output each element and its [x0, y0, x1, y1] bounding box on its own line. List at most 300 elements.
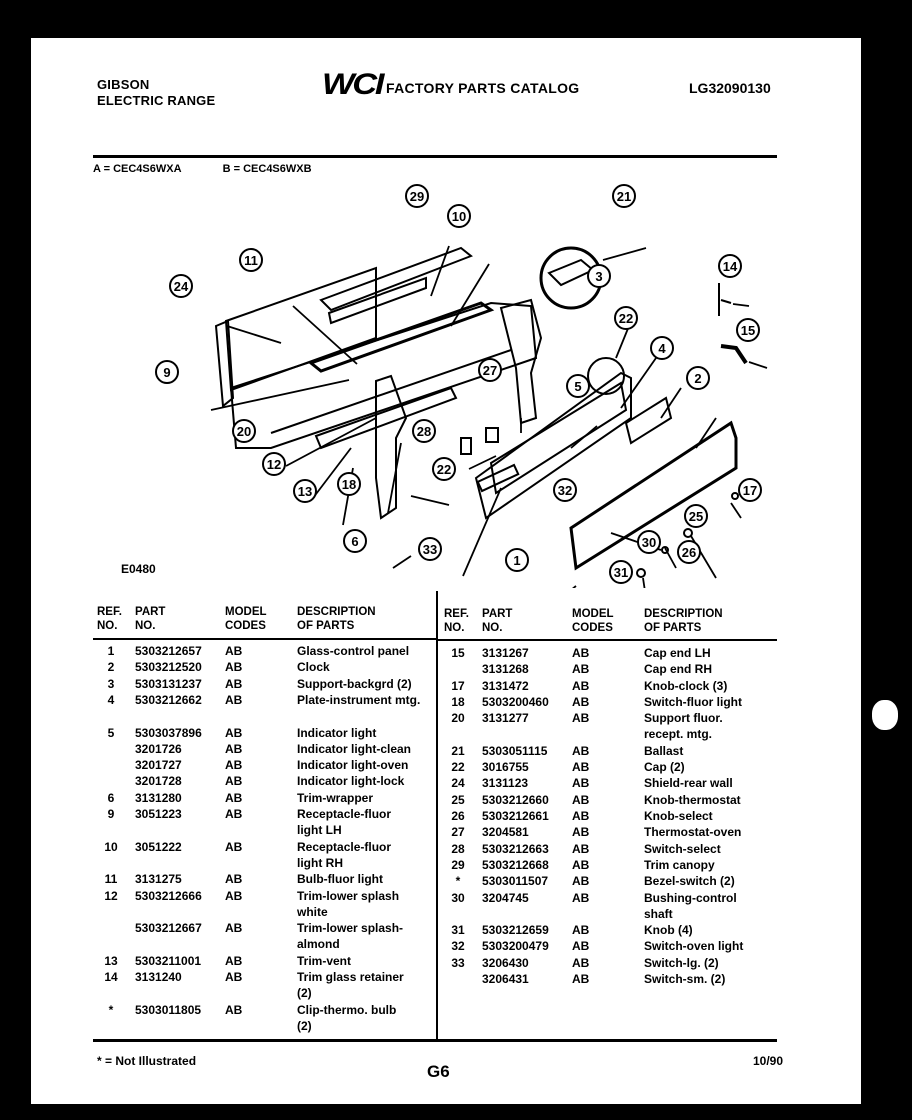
table-header-left	[97, 605, 376, 633]
model-code-cell	[225, 741, 297, 757]
model-code-cell-text: AB	[572, 939, 590, 954]
ref-cell	[93, 692, 129, 708]
model-code-cell-text: AB	[572, 874, 590, 889]
table-row	[440, 841, 794, 857]
callout-27: 27	[478, 358, 502, 382]
model-code-cell-text: AB	[572, 760, 590, 775]
model-code-cell-text: AB	[572, 711, 590, 726]
ref-cell	[93, 790, 129, 806]
callout-28: 28	[412, 419, 436, 443]
callout-13: 13	[293, 479, 317, 503]
description-cell-text: Support-backgrd (2)	[297, 676, 412, 691]
description-cell-text: Trim-lower splash	[297, 888, 400, 903]
table-row	[93, 1002, 447, 1035]
description-cell	[644, 678, 794, 694]
part-number-cell-text: 3131275	[135, 872, 182, 887]
part-number-cell	[129, 920, 225, 953]
ref-cell	[93, 725, 129, 741]
description-cell	[297, 953, 447, 969]
model-code-cell-text: AB	[572, 809, 590, 823]
description-cell-text: Clock	[297, 660, 330, 675]
description-cell	[297, 871, 447, 887]
model-code-cell-text: AB	[225, 676, 243, 691]
ref-cell-text: 29	[451, 857, 465, 872]
part-number-cell	[129, 659, 225, 675]
description-cell-text: Knob-clock (3)	[644, 678, 728, 693]
brand-block	[97, 77, 215, 109]
ref-cell	[93, 888, 129, 921]
description-continued: (2)	[297, 1018, 312, 1033]
callout-30: 30	[637, 530, 661, 554]
model-b: B = CEC4S6WXB	[222, 163, 312, 175]
ref-cell	[440, 971, 476, 987]
model-code-cell	[572, 938, 644, 954]
catalog-title: FACTORY PARTS CATALOG	[386, 80, 580, 96]
part-number-cell-text: 5303200460	[482, 694, 549, 709]
table-row	[440, 922, 794, 938]
header-underline-left	[93, 638, 436, 640]
part-number-cell-text: 5303011507	[482, 874, 549, 889]
table-row	[440, 857, 794, 873]
callout-3: 3	[587, 264, 611, 288]
ref-cell	[93, 969, 129, 1002]
document-number: LG32090130	[689, 80, 771, 96]
part-number-cell-text: 3131277	[482, 711, 529, 726]
model-code-cell	[225, 790, 297, 806]
callout-24: 24	[169, 274, 193, 298]
table-row	[440, 759, 794, 775]
table-row	[93, 659, 447, 675]
product-type: ELECTRIC RANGE	[97, 93, 216, 108]
part-number-cell	[476, 743, 572, 759]
model-code-cell	[572, 661, 644, 677]
model-code-cell-text: AB	[572, 955, 590, 970]
callout-4: 4	[650, 336, 674, 360]
model-code-cell-text: AB	[572, 857, 590, 872]
ref-cell	[93, 643, 129, 659]
description-cell	[297, 839, 447, 872]
ref-cell	[93, 871, 129, 887]
part-number-cell	[129, 725, 225, 741]
part-number-cell-text: 5303051115	[482, 743, 548, 758]
header-part-2: NO.	[482, 622, 503, 634]
description-cell	[644, 955, 794, 971]
ref-cell-text: 1	[107, 644, 115, 658]
description-cell-text: Clip-thermo. bulb	[297, 1002, 397, 1017]
model-code-cell	[225, 643, 297, 659]
model-code-cell	[572, 710, 644, 743]
description-cell	[644, 808, 794, 824]
table-row	[440, 661, 794, 677]
model-code-cell	[572, 922, 644, 938]
model-code-cell	[225, 757, 297, 773]
ref-cell-text: 30	[451, 890, 465, 905]
model-code-cell	[225, 969, 297, 1002]
description-cell	[644, 694, 794, 710]
table-row	[440, 743, 794, 759]
ref-cell-text: 27	[451, 825, 465, 840]
part-number-cell	[476, 971, 572, 987]
model-code-cell	[572, 857, 644, 873]
ref-cell-text: 20	[451, 711, 465, 726]
header-ref: REF.	[97, 606, 122, 618]
description-cell-text: Support fluor.	[644, 711, 723, 726]
table-row	[93, 773, 447, 789]
description-cell-text: Switch-oven light	[644, 939, 744, 954]
part-number-cell	[476, 873, 572, 889]
description-cell-text: Indicator light-oven	[297, 758, 409, 773]
description-cell-text: Knob-thermostat	[644, 792, 741, 807]
ref-cell	[440, 710, 476, 743]
part-number-cell-text: 5303211001	[135, 953, 202, 968]
model-code-cell	[225, 806, 297, 839]
part-number-cell-text: 5303212666	[135, 888, 202, 903]
description-cell	[644, 775, 794, 791]
table-row	[93, 741, 447, 757]
model-code-cell-text: AB	[225, 1002, 243, 1017]
model-code-cell-text: AB	[225, 725, 243, 740]
model-code-cell-text: AB	[572, 890, 590, 905]
part-number-cell	[129, 676, 225, 692]
description-continued: recept. mtg.	[644, 727, 713, 742]
part-number-cell	[129, 643, 225, 659]
model-code-cell	[225, 871, 297, 887]
not-illustrated-note: * = Not Illustrated	[97, 1054, 197, 1068]
ref-cell	[440, 694, 476, 710]
part-number-cell	[476, 938, 572, 954]
part-number-cell-text: 3201726	[135, 741, 182, 756]
callout-2: 2	[686, 366, 710, 390]
header-ref-2: NO.	[444, 622, 465, 634]
table-row	[93, 806, 447, 839]
part-number-cell	[129, 871, 225, 887]
description-cell	[644, 661, 794, 677]
table-row	[440, 678, 794, 694]
model-code-cell-text: AB	[225, 953, 243, 968]
model-code-cell-text: AB	[225, 758, 243, 773]
callout-15: 15	[736, 318, 760, 342]
model-code-cell-text: AB	[572, 825, 590, 840]
ref-cell-text: 4	[107, 692, 115, 707]
part-number-cell-text: 3131123	[482, 776, 529, 791]
part-number-cell-text: 5303212662	[135, 692, 202, 707]
description-cell	[297, 757, 447, 773]
model-code-cell-text: AB	[572, 792, 590, 807]
description-cell-text: Trim-lower splash-	[297, 921, 404, 936]
table-row	[93, 643, 447, 659]
ref-cell	[440, 824, 476, 840]
description-cell-text: Bezel-switch (2)	[644, 874, 735, 889]
callout-22b: 22	[432, 457, 456, 481]
part-number-cell-text: 5303212661	[482, 809, 549, 823]
model-code-cell-text: AB	[225, 790, 243, 805]
model-code-cell-text: AB	[225, 774, 243, 789]
table-row	[93, 839, 447, 872]
ref-cell	[93, 839, 129, 872]
ref-cell	[440, 841, 476, 857]
part-number-cell	[476, 857, 572, 873]
model-code-cell-text: AB	[225, 888, 243, 903]
figure-id: E0480	[121, 562, 156, 576]
description-cell-text: Switch-sm. (2)	[644, 972, 726, 986]
part-number-cell-text: 5303200479	[482, 939, 549, 954]
table-row	[93, 757, 447, 773]
description-cell-text: Trim glass retainer	[297, 970, 404, 984]
callout-12: 12	[262, 452, 286, 476]
model-code-cell	[225, 692, 297, 708]
table-row	[93, 953, 447, 969]
model-code-cell	[572, 873, 644, 889]
table-row	[440, 873, 794, 889]
description-cell-text: Switch-select	[644, 841, 721, 856]
model-code-cell	[225, 953, 297, 969]
ref-cell-text: 5	[107, 725, 115, 740]
ref-cell	[93, 676, 129, 692]
description-cell	[297, 741, 447, 757]
footer-divider	[93, 1039, 777, 1042]
table-row	[93, 969, 447, 1002]
callout-5: 5	[566, 374, 590, 398]
description-cell-text: Switch-fluor light	[644, 694, 742, 709]
table-row	[93, 790, 447, 806]
description-cell-text: Indicator light	[297, 725, 377, 740]
description-cell	[297, 773, 447, 789]
ref-cell-text: 22	[451, 760, 465, 775]
description-continued: almond	[297, 937, 340, 952]
header-desc: DESCRIPTION	[297, 606, 376, 618]
ref-cell-text: 28	[451, 841, 465, 856]
description-continued: (2)	[297, 986, 312, 1001]
part-number-cell	[129, 692, 225, 708]
description-cell-text: Receptacle-fluor	[297, 807, 392, 821]
ref-cell-text: 13	[104, 953, 118, 968]
description-cell	[297, 1002, 447, 1035]
description-cell	[644, 922, 794, 938]
callout-25: 25	[684, 504, 708, 528]
part-number-cell	[476, 955, 572, 971]
table-row	[440, 775, 794, 791]
table-row	[440, 808, 794, 824]
part-number-cell	[129, 741, 225, 757]
ref-cell-text: 12	[104, 888, 118, 903]
callout-26: 26	[677, 540, 701, 564]
catalog-page	[31, 38, 861, 1104]
description-cell-text: Indicator light-lock	[297, 774, 405, 789]
table-row	[93, 725, 447, 741]
part-number-cell	[129, 773, 225, 789]
part-number-cell	[476, 775, 572, 791]
part-number-cell-text: 5303212660	[482, 792, 549, 807]
ref-cell	[93, 1002, 129, 1035]
description-cell	[644, 890, 794, 923]
description-cell	[644, 938, 794, 954]
callout-18: 18	[337, 472, 361, 496]
header-underline-right	[438, 639, 777, 641]
header-model: MODEL	[572, 608, 614, 620]
part-number-cell	[476, 841, 572, 857]
ref-cell	[440, 873, 476, 889]
callout-20: 20	[232, 419, 256, 443]
ref-cell-text: 18	[451, 694, 465, 709]
part-number-cell-text: 3206430	[482, 955, 529, 970]
model-code-cell	[572, 890, 644, 923]
description-cell-text: Knob (4)	[644, 923, 693, 938]
table-row	[93, 888, 447, 921]
part-number-cell-text: 5303011805	[135, 1002, 202, 1017]
ref-cell	[440, 808, 476, 824]
description-cell	[297, 659, 447, 675]
description-cell	[644, 792, 794, 808]
description-cell	[297, 725, 447, 741]
part-number-cell	[129, 888, 225, 921]
description-cell-text: Glass-control panel	[297, 644, 410, 658]
header-model-2: CODES	[225, 620, 266, 632]
header-desc: DESCRIPTION	[644, 608, 723, 620]
table-row	[440, 971, 794, 987]
part-number-cell-text: 3131267	[482, 646, 529, 660]
header-part: PART	[482, 608, 513, 620]
ref-cell	[93, 741, 129, 757]
description-cell-text: Bushing-control	[644, 890, 737, 905]
ref-cell	[93, 659, 129, 675]
part-number-cell-text: 3201727	[135, 758, 182, 773]
ref-cell-text: 17	[451, 678, 465, 693]
part-number-cell-text: 5303212667	[135, 921, 202, 936]
callout-1: 1	[505, 548, 529, 572]
part-number-cell	[476, 710, 572, 743]
part-number-cell-text: 5303037896	[135, 725, 202, 740]
part-number-cell	[476, 922, 572, 938]
model-code-cell	[572, 645, 644, 661]
description-cell-text: Knob-select	[644, 809, 713, 823]
part-number-cell-text: 5303212668	[482, 857, 549, 872]
model-code-cell	[572, 955, 644, 971]
description-cell	[297, 643, 447, 659]
ref-cell	[93, 953, 129, 969]
scan-artifact	[872, 700, 898, 730]
brand-name: GIBSON	[97, 77, 150, 92]
part-number-cell-text: 3051222	[135, 839, 182, 854]
model-code-cell-text: AB	[225, 807, 243, 821]
ref-cell-text: 26	[451, 809, 465, 823]
model-code-cell-text: AB	[572, 678, 590, 693]
description-cell	[644, 873, 794, 889]
table-header-right	[444, 607, 723, 635]
ref-cell	[440, 792, 476, 808]
description-cell	[644, 824, 794, 840]
model-code-cell-text: AB	[225, 692, 243, 707]
model-code-cell-text: AB	[225, 741, 243, 756]
part-number-cell-text: 3016755	[482, 760, 529, 775]
part-number-cell	[129, 969, 225, 1002]
part-number-cell	[476, 645, 572, 661]
model-code-cell	[225, 920, 297, 953]
part-number-cell-text: 3204745	[482, 890, 529, 905]
description-cell-text: Cap end LH	[644, 646, 711, 660]
ref-cell-text: 10	[104, 839, 118, 854]
table-row	[93, 692, 447, 708]
ref-cell-text: 9	[107, 807, 115, 821]
ref-cell	[440, 922, 476, 938]
header-ref: REF.	[444, 608, 469, 620]
callout-10: 10	[447, 204, 471, 228]
model-code-cell	[572, 792, 644, 808]
description-cell-text: Cap end RH	[644, 662, 713, 677]
description-cell	[297, 969, 447, 1002]
part-number-cell	[129, 790, 225, 806]
callout-32: 32	[553, 478, 577, 502]
ref-cell	[440, 661, 476, 677]
ref-cell-text: 3	[107, 676, 115, 691]
part-number-cell	[129, 757, 225, 773]
part-number-cell	[476, 890, 572, 923]
model-code-cell	[225, 839, 297, 872]
model-code-cell-text: AB	[225, 872, 243, 887]
ref-cell	[93, 773, 129, 789]
part-number-cell-text: 5303131237	[135, 676, 202, 691]
description-cell-text: Bulb-fluor light	[297, 872, 383, 887]
model-code-cell	[225, 1002, 297, 1035]
model-code-cell	[572, 841, 644, 857]
description-cell	[644, 710, 794, 743]
description-cell	[644, 743, 794, 759]
model-code-cell-text: AB	[572, 841, 590, 856]
callout-21: 21	[612, 184, 636, 208]
part-number-cell-text: 3131240	[135, 970, 182, 984]
description-cell	[297, 676, 447, 692]
model-code-cell	[572, 743, 644, 759]
description-cell	[644, 759, 794, 775]
callout-6: 6	[343, 529, 367, 553]
description-cell	[644, 857, 794, 873]
model-code-cell	[225, 773, 297, 789]
table-row	[93, 676, 447, 692]
model-code-cell-text: AB	[572, 646, 590, 660]
description-cell	[297, 806, 447, 839]
part-number-cell-text: 3131268	[482, 662, 529, 677]
ref-cell-text: 33	[451, 955, 465, 970]
table-row	[440, 824, 794, 840]
ref-cell	[440, 775, 476, 791]
description-cell-text: Trim canopy	[644, 857, 715, 872]
ref-cell	[440, 938, 476, 954]
description-cell-text: Thermostat-oven	[644, 825, 742, 840]
model-code-cell-text: AB	[225, 644, 243, 658]
part-number-cell	[476, 694, 572, 710]
part-number-cell-text: 5303212663	[482, 841, 549, 856]
header-part: PART	[135, 606, 166, 618]
callout-29: 29	[405, 184, 429, 208]
ref-cell-text: 32	[451, 939, 465, 954]
table-row	[440, 694, 794, 710]
ref-cell-text: *	[455, 874, 461, 889]
model-code-cell	[572, 678, 644, 694]
ref-cell	[440, 857, 476, 873]
callout-22: 22	[614, 306, 638, 330]
ref-cell-text: 21	[451, 743, 465, 758]
part-number-cell	[129, 1002, 225, 1035]
description-cell	[297, 790, 447, 806]
part-number-cell	[476, 759, 572, 775]
callout-33: 33	[418, 537, 442, 561]
model-code-cell-text: AB	[225, 921, 243, 936]
part-number-cell-text: 5303212659	[482, 923, 549, 938]
model-code-cell-text: AB	[225, 970, 243, 984]
description-cell-text: Trim-vent	[297, 953, 352, 968]
model-code-cell	[225, 659, 297, 675]
model-code-cell-text: AB	[225, 660, 243, 675]
ref-cell-text: 24	[451, 776, 465, 791]
